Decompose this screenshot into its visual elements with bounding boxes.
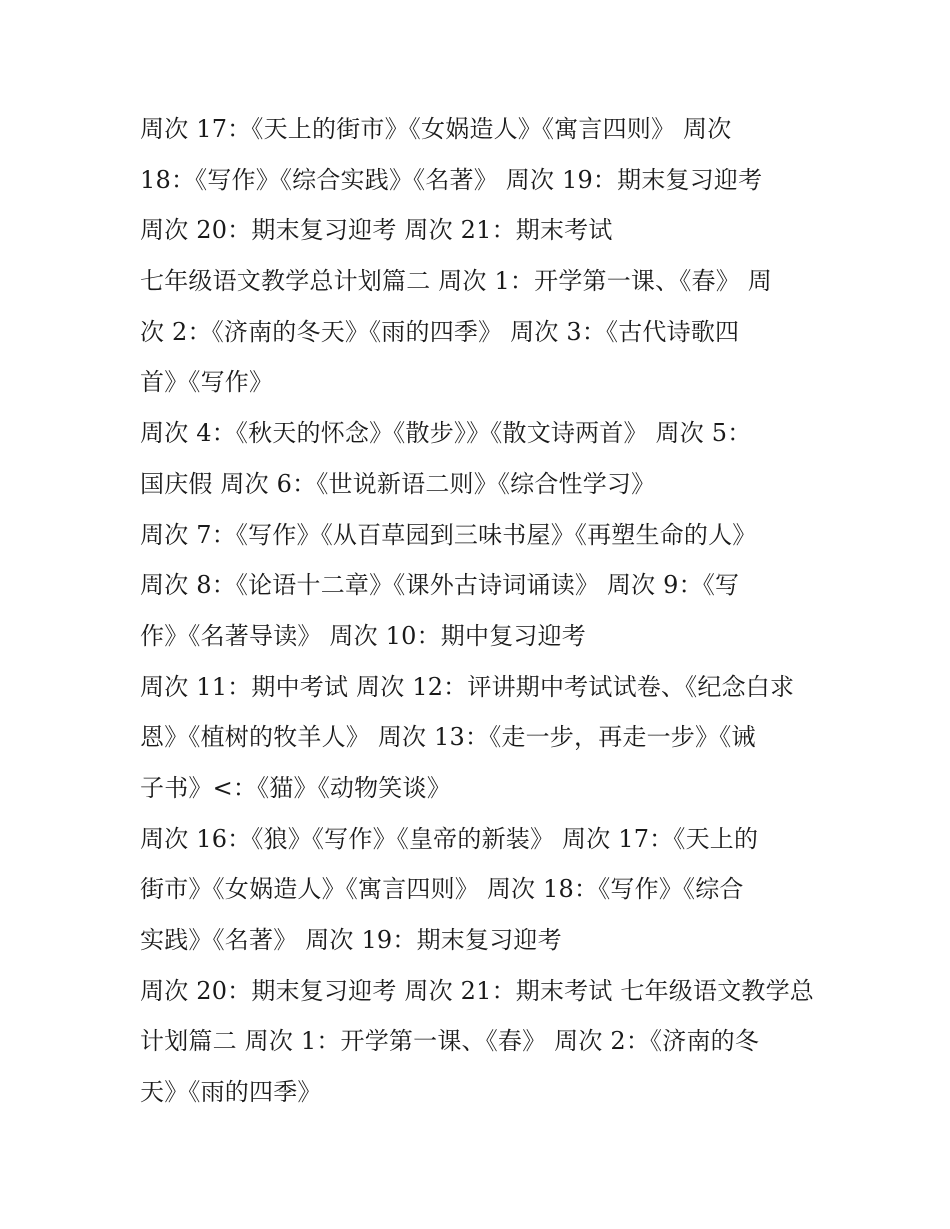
text-line-3: 周次 20：期末复习迎考 周次 21：期末考试	[140, 216, 613, 245]
text-line-6: 首》《写作》	[140, 368, 274, 397]
text-line-13: 恩》《植树的牧羊人》 周次 13：《走一步，再走一步》《诫	[140, 723, 756, 752]
text-line-8: 国庆假 周次 6：《世说新语二则》《综合性学习》	[140, 469, 656, 498]
document-body	[140, 104, 820, 1118]
text-line-11: 作》《名著导读》 周次 10：期中复习迎考	[140, 621, 586, 650]
text-line-16: 街市》《女娲造人》《寓言四则》 周次 18：《写作》《综合	[140, 875, 744, 904]
text-line-19: 计划篇二 周次 1：开学第一课、《春》 周次 2：《济南的冬	[140, 1027, 760, 1056]
text-line-14: 子书》<：《猫》《动物笑谈》	[140, 773, 451, 802]
text-line-15: 周次 16：《狼》《写作》《皇帝的新装》 周次 17：《天上的	[140, 824, 759, 853]
text-line-9: 周次 7：《写作》《从百草园到三味书屋》《再塑生命的人》	[140, 520, 757, 549]
text-line-18: 周次 20：期末复习迎考 周次 21：期末考试 七年级语文教学总	[140, 976, 814, 1005]
text-line-20: 天》《雨的四季》	[140, 1078, 322, 1107]
text-line-5: 次 2：《济南的冬天》《雨的四季》 周次 3：《古代诗歌四	[140, 317, 740, 346]
text-line-1: 周次 17：《天上的街市》《女娲造人》《寓言四则》 周次	[140, 115, 732, 143]
text-line-7: 周次 4：《秋天的怀念》《散步》》《散文诗两首》 周次 5：	[140, 419, 752, 448]
text-line-17: 实践》《名著》 周次 19：期末复习迎考	[140, 926, 562, 954]
text-line-10: 周次 8：《论语十二章》《课外古诗词诵读》 周次 9：《写	[140, 571, 740, 600]
text-line-12: 周次 11：期中考试 周次 12：评讲期中考试试卷、《纪念白求	[140, 672, 795, 701]
text-line-4: 七年级语文教学总计划篇二 周次 1：开学第一课、《春》 周	[140, 267, 772, 296]
text-line-2: 18：《写作》《综合实践》《名著》 周次 19：期末复习迎考	[140, 165, 763, 194]
